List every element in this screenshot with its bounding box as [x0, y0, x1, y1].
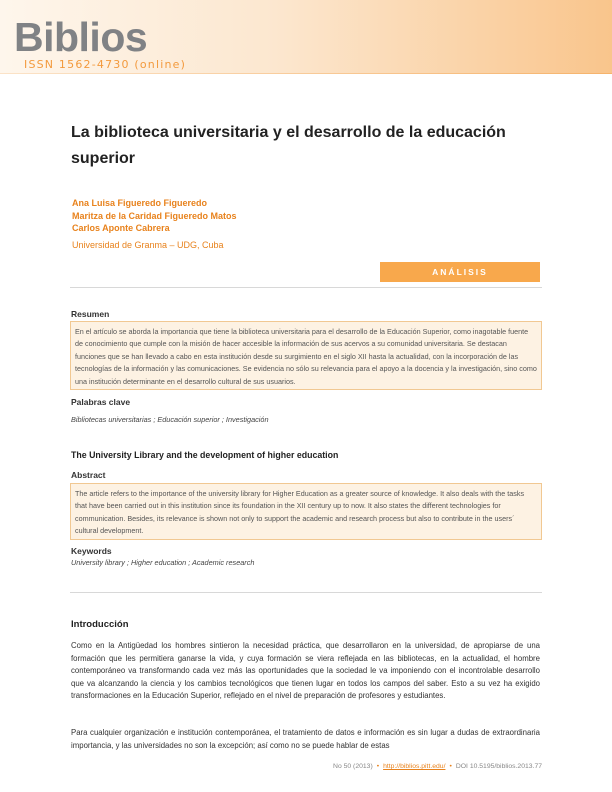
footer-url-link[interactable]: http://biblios.pitt.edu/	[383, 763, 446, 770]
palabras-clave-text: Bibliotecas universitarias ; Educación superior ; Investigación	[71, 415, 269, 424]
introduccion-heading: Introducción	[71, 619, 129, 630]
resumen-box	[70, 321, 542, 390]
author-name: Carlos Aponte Cabrera	[72, 223, 170, 233]
palabras-clave-label: Palabras clave	[71, 397, 131, 407]
author-affiliation: Universidad de Granma – UDG, Cuba	[72, 240, 224, 250]
author-name: Ana Luisa Figueredo Figueredo	[72, 198, 208, 208]
resumen-label: Resumen	[71, 309, 110, 319]
section-tag: ANÁLISIS	[380, 262, 540, 282]
body-paragraph: Para cualquier organización e institución contemporánea, el tratamiento de datos e información es sin lugar a dudas de extraordinaria importancia, y las universidades no son la excepción; así como no se puede hablar de estas	[71, 728, 540, 750]
abstract-label: Abstract	[71, 470, 106, 480]
page-footer	[290, 762, 542, 772]
footer-issue: No 50 (2013)	[333, 763, 373, 770]
english-title: The University Library and the development of higher education	[71, 450, 339, 460]
divider	[70, 592, 542, 593]
author-list	[72, 197, 237, 235]
keywords-text: University library ; Higher education ; Academic research	[71, 558, 255, 567]
resumen-text: En el artículo se aborda la importancia que tiene la biblioteca universitaria para el desarrollo de la Educación Superior, como inagotable fuente de conocimiento que cumple con la misión de hacer accesible la información de sus acervos a su comunidad universitaria. Se destacan funciones que se han llevado a cabo en esta institución desde su surgimiento en el siglo XII hasta la actualidad, con la incorporación de las tecnologías de la información y las comunicaciones. Se evidencia no sólo su relevancia para el apoyo a la docencia y la investigación, sino como una institución determinante en el desarrollo cultural de sus usuarios.	[75, 327, 537, 386]
author-name: Maritza de la Caridad Figueredo Matos	[72, 210, 237, 221]
bullet-icon: •	[376, 763, 380, 770]
divider	[70, 287, 542, 288]
keywords-label: Keywords	[71, 546, 112, 556]
journal-issn: ISSN 1562-4730 (online)	[24, 58, 187, 71]
body-paragraph: Como en la Antigüedad los hombres sintieron la necesidad práctica, que desarrollaron en la universidad, de apropiarse de una formación que les permitiera ganarse la vida, y cuya formación se viera reflejada en las bibliotecas, en la actualidad, el hombre contemporáneo va transformando cada vez más las oportunidades que la sociedad le va imponiendo con el incontrolable desarrollo que va alcanzando la ciencia y los cambios tecnológicos que tienen lugar en todos los campos del saber. Esto a su vez ha exigido transformaciones en la Educación Superior, reflejado en el nivel de preparación de profesores y estudiantes.	[71, 641, 540, 701]
bullet-icon: •	[449, 763, 452, 770]
abstract-box	[70, 483, 542, 540]
journal-logo: Biblios	[14, 14, 148, 60]
footer-doi: DOI 10.5195/biblios.2013.77	[455, 763, 542, 770]
article-title: La biblioteca universitaria y el desarrollo de la educación superior	[71, 124, 506, 167]
abstract-text: The article refers to the importance of the university library for Higher Education as a greater source of knowledge. It also deals with the tasks that have been carried out in this institution since its foundation in the XII century up to now. It also states the different technologies for communication. Besides, its relevance is shown not only to support the academic and research process but also to contribute in the users´ cultural development.	[75, 489, 525, 536]
